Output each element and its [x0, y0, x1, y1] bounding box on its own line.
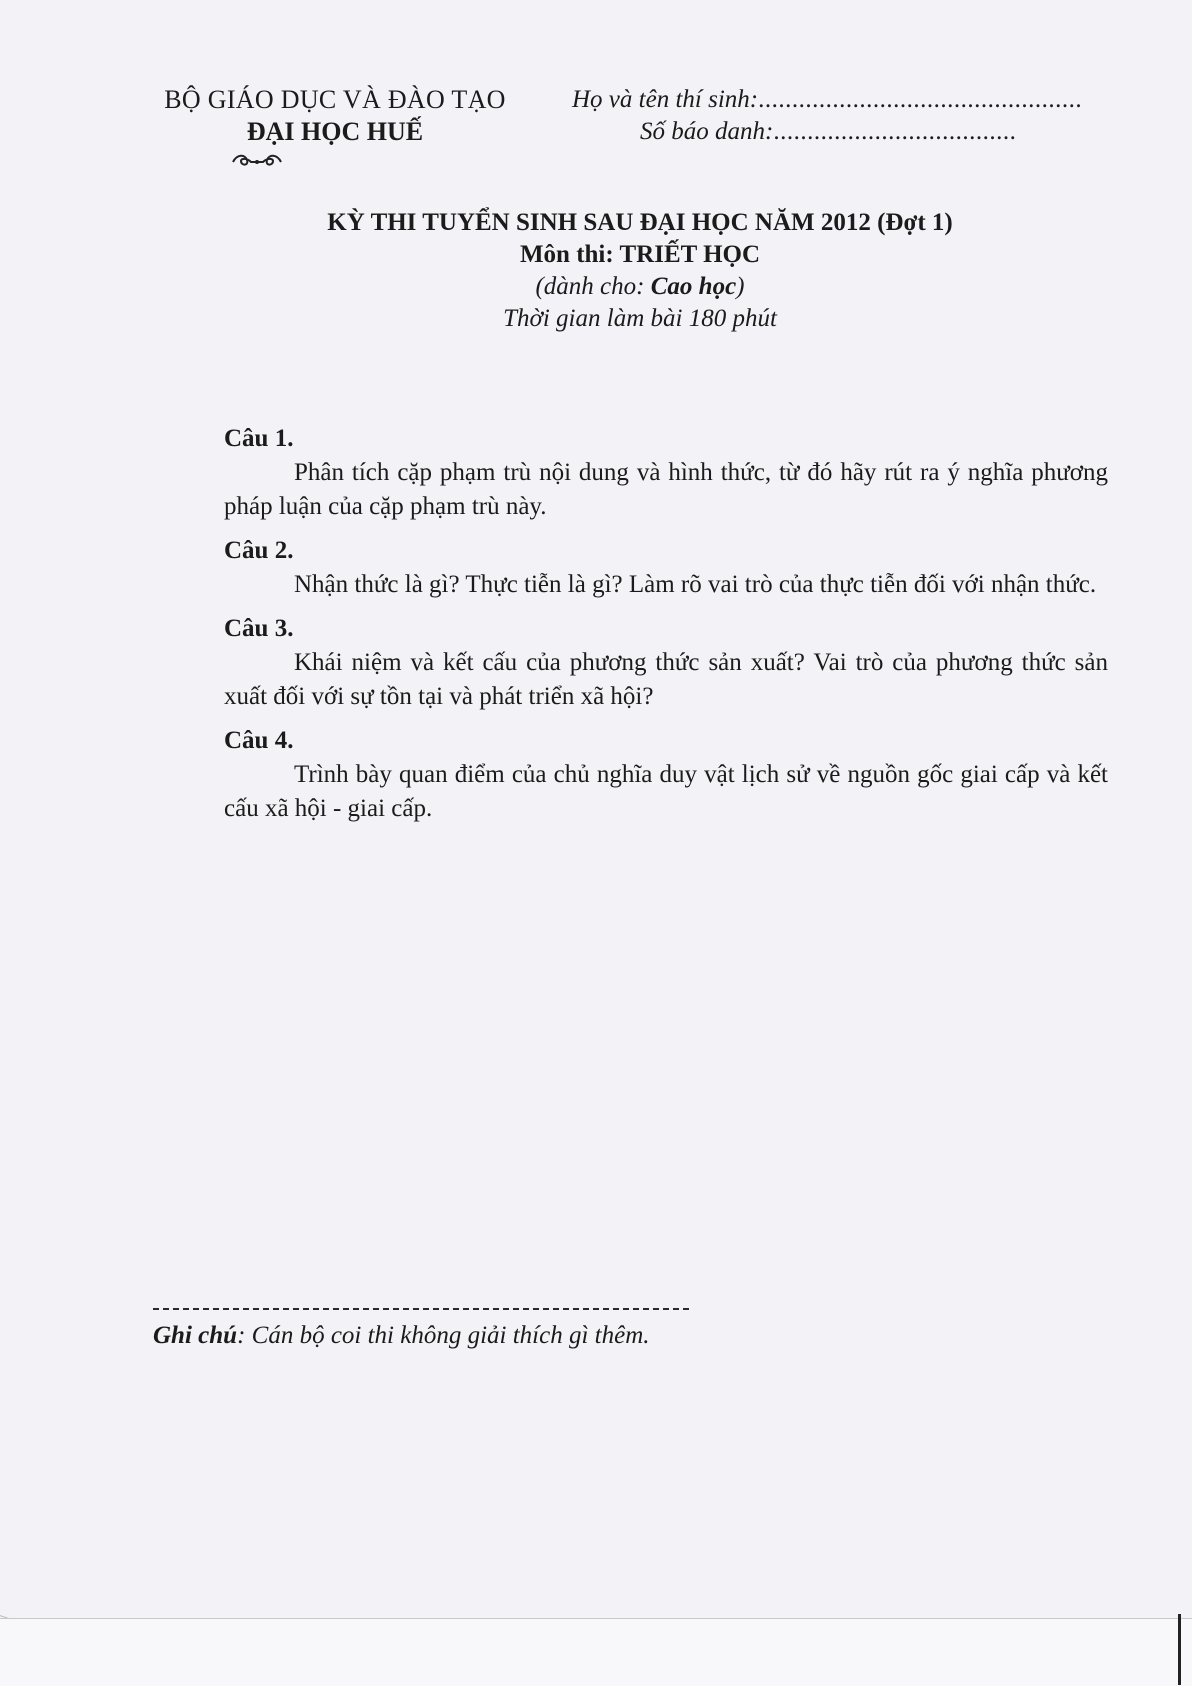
- ministry-name: BỘ GIÁO DỤC VÀ ĐÀO TẠO: [164, 85, 506, 114]
- footer-note-block: [153, 1308, 853, 1352]
- audience-prefix: (dành cho:: [535, 273, 651, 300]
- candidate-name-blank: ................................................: [758, 86, 1083, 113]
- question-label: Câu 2.: [224, 537, 294, 564]
- scan-edge-line: [1178, 1614, 1181, 1685]
- question-text: Phân tích cặp phạm trù nội dung và hình thức, từ đó hãy rút ra ý nghĩa phương pháp luận của cặp phạm trù này.: [224, 459, 1108, 520]
- exam-title: KỲ THI TUYỂN SINH SAU ĐẠI HỌC NĂM 2012 (Đợt 1): [327, 209, 953, 236]
- exam-audience: [88, 271, 1192, 303]
- note-label: Ghi chú: [153, 1322, 238, 1349]
- candidate-id-label: Số báo danh:: [640, 118, 774, 145]
- candidate-name-row: [572, 84, 1132, 116]
- question-text: Khái niệm và kết cấu của phương thức sản xuất? Vai trò của phương thức sản xuất đối với sự tồn tại và phát triển xã hội?: [224, 649, 1108, 710]
- dashed-divider: [153, 1308, 689, 1310]
- subject-prefix: Môn thi:: [519, 241, 620, 268]
- ornament-flourish-icon: [227, 150, 287, 170]
- question-list: [224, 422, 1108, 836]
- exam-title-block: [0, 207, 1192, 335]
- issuer-block: [140, 84, 530, 170]
- subject-name: TRIẾT HỌC: [619, 241, 761, 268]
- exam-duration: Thời gian làm bài 180 phút: [503, 305, 777, 332]
- question-4: [224, 724, 1108, 826]
- question-3: [224, 612, 1108, 714]
- note-text: : Cán bộ coi thi không giải thích gì thêm.: [237, 1322, 650, 1349]
- question-label: Câu 1.: [224, 425, 294, 452]
- audience-name: Cao học: [650, 273, 737, 300]
- exam-subject: [88, 239, 1192, 271]
- question-text: Trình bày quan điểm của chủ nghĩa duy vật lịch sử về nguồn gốc giai cấp và kết cấu xã hội - giai cấp.: [224, 761, 1108, 822]
- scan-bottom-margin: [0, 1618, 1192, 1686]
- question-label: Câu 4.: [224, 727, 294, 754]
- question-text: Nhận thức là gì? Thực tiễn là gì? Làm rõ vai trò của thực tiễn đối với nhận thức.: [294, 571, 1097, 598]
- question-2: [224, 534, 1108, 602]
- proctor-note: [153, 1320, 853, 1352]
- question-1: [224, 422, 1108, 524]
- candidate-id-row: [572, 116, 1132, 148]
- candidate-info-block: [572, 84, 1132, 148]
- audience-suffix: ): [736, 273, 745, 300]
- candidate-name-label: Họ và tên thí sinh:: [572, 86, 759, 113]
- university-name: ĐẠI HỌC HUẾ: [246, 117, 424, 146]
- question-label: Câu 3.: [224, 615, 294, 642]
- candidate-id-blank: ....................................: [773, 118, 1017, 145]
